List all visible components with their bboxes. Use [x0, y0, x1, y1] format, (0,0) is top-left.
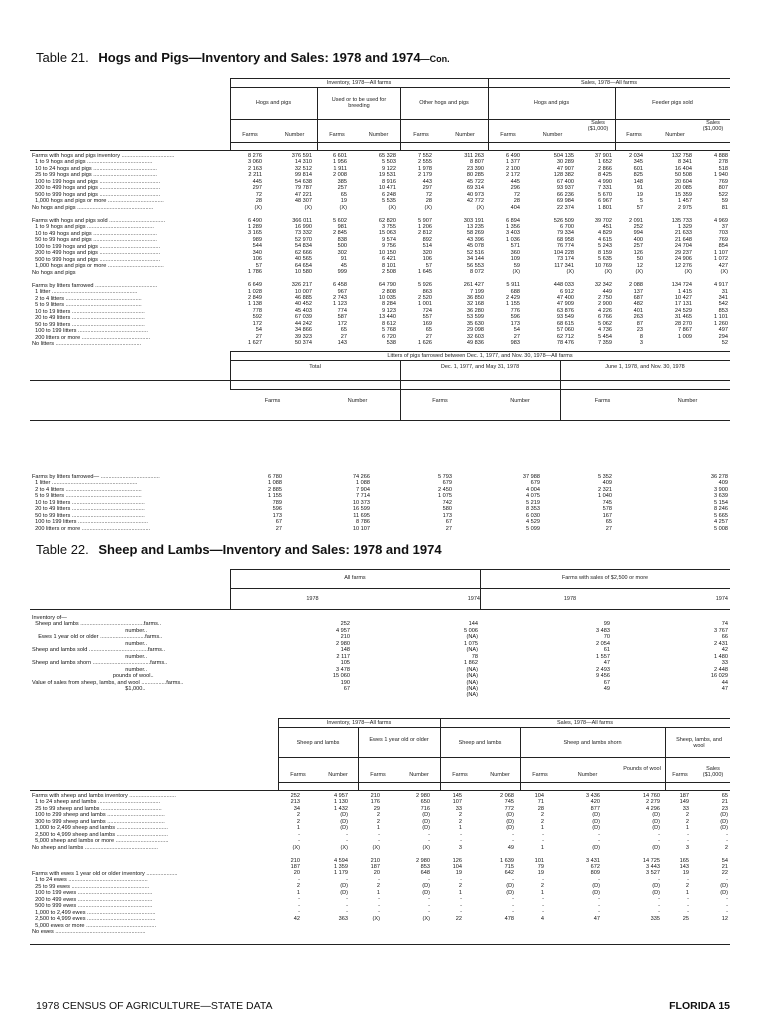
t22-col-shnumber: Number [577, 772, 598, 778]
t21-col-fsales: Sales ($1,000) [702, 120, 724, 133]
t22-wsales-column: 65 21 23 (D) (D) (D) - - 2 54 21 22 - (D) (D) - - - 12 [720, 793, 728, 922]
t22-col-shfarms: Farms [532, 772, 548, 778]
t22-col-wfarms: Farms [672, 772, 688, 778]
t22-slnumber-column: 2 068 745 772 (D) (D) (D) - - 49 1 639 715 642 - (D) (D) - - - 478 [500, 793, 514, 922]
t21-col-ssales: Sales ($1,000) [587, 120, 609, 133]
t21-litters-june-number: Number [677, 398, 698, 404]
t22-snumber-column: 4 957 1 130 1 432 (D) (D) (D) - - (X) 4 594 1 359 1 179 - (D) (D) - - - 363 [334, 793, 348, 922]
t21-fnumber-column: 132 758 8 341 16 404 50 508 20 604 20 085 15 359 1 457 2 975 135 733 1 329 21 633 21 648 24 704 29 237 24 906 12 276 (X) 134 724 1 415 10 427 17 131 24 529 31 465 28 270 7 867 1 009 [671, 153, 692, 340]
t21-farms-column: 8 276 3 060 2 163 2 211 445 297 72 28 (X) 6 490 1 289 3 165 989 544 340 106 57 1 786 6 649 1 028 2 849 1 138 778 592 172 54 27 1 627 [248, 153, 262, 347]
t22-inventory-labels: Farms with sheep and lambs inventory .............................. 1 to 24 sheep and lambs ........................................ 25 to 99 sheep and lambs ....................................... 100 to 299 sheep and lambs ..................................... 300 to 999 sheep and lambs ..................................... 1,000 to 2,499 sheep and lambs ................................. 2,500 to 4,999 sheep and lambs ................................. 5,000 sheep and lambs or more .................................. No sheep and lambs ............................................... [32, 793, 176, 851]
t21-col-snumber: Number [542, 132, 563, 138]
footer-census-title: 1978 CENSUS OF AGRICULTURE—STATE DATA [36, 1000, 273, 1012]
t22-col-efarms: Farms [370, 772, 386, 778]
t21-snumber-column: 504 135 30 289 47 907 128 382 67 400 93 937 66 236 69 984 22 374 526 509 6 700 79 334 68 958 76 774 104 228 73 174 117 341 (X) 448 033 6 912 47 400 47 909 63 876 93 549 68 615 57 060 62 712 78 476 [553, 153, 574, 347]
t21-litters-total-number: Number [347, 398, 368, 404]
t21-lt-jfarms-column: 5 352 409 2 321 1 040 745 578 167 65 27 [598, 474, 612, 532]
t22-col-slfarms: Farms [452, 772, 468, 778]
t21-litters-dec-farms: Farms [432, 398, 448, 404]
t22-sfarms-column: 252 213 34 2 2 1 - - (X) 210 187 20 - 2 1 - - - 42 [290, 793, 300, 922]
t22-sales-2500-header: Farms with sales of $2,500 or more [561, 575, 649, 581]
t22-ewes-labels: Farms with ewes 1 year old or older inventory .................... 1 to 24 ewes ................................................... 25 to 99 ewes .................................................. 100 to 199 ewes ................................................ 200 to 499 ewes ................................................ 500 to 999 ewes ................................................ 1,000 to 2,499 ewes ............................................ 2,500 to 4,999 ewes ............................................ 5,000 ewes or more ............................................. No ewes .......................................................... [32, 871, 178, 936]
t21-section-litters-labels: Farms by litters farrowed ........................................ 1 litter ....................................................... 2 to 4 litters ................................................. 5 to 9 litters ................................................. 10 to 19 litters ............................................... 20 to 49 litters ............................................... 50 to 99 litters ............................................... 100 to 199 litters ............................................. 200 litters or more ............................................ No litters ....................................................... [32, 283, 158, 348]
t22-all-farms-header: All farms [344, 575, 366, 581]
t21-lt-tnumber-column: 74 266 1 088 7 904 7 714 10 373 16 599 11 695 8 786 10 107 [352, 474, 370, 532]
table-21-main-title: Hogs and Pigs—Inventory and Sales: 1978 and 1974 [98, 50, 421, 65]
t21-sales-hogs-header: Hogs and pigs [533, 100, 570, 106]
t21-lt-tfarms-column: 6 780 1 088 2 885 1 155 789 596 173 67 27 [268, 474, 282, 532]
t21-inventory-header: Inventory, 1978—All farms [326, 80, 392, 86]
t22-shorn-header: Sheep and lambs shorn [563, 740, 622, 746]
t21-ffarms-column: 2 034 345 601 825 148 91 19 5 57 2 091 252 994 400 257 126 50 12 (X) 2 088 137 687 482 401 263 87 23 8 3 [629, 153, 643, 347]
t21-bnumber-column: 65 328 5 503 9 122 19 531 8 916 10 471 6 248 5 535 (X) 62 820 3 755 15 063 9 574 9 756 10 150 6 421 8 101 2 508 64 790 2 808 10 035 8 284 9 123 13 440 8 612 5 768 6 720 538 [378, 153, 396, 347]
t22-wfarms-column: 187 149 33 2 2 1 - - 3 165 143 19 - 2 1 - - - 25 [679, 793, 689, 922]
t21-col-fnumber: Number [665, 132, 685, 138]
t21-col-sfarms: Farms [500, 132, 516, 138]
t21-lt-jnumber-column: 36 278 409 3 900 3 639 5 154 8 246 5 665 4 257 5 008 [710, 474, 728, 532]
table-21-title [36, 50, 450, 65]
t21-col-onumber: Number [455, 132, 475, 138]
t21-hogs-header: Hogs and pigs [255, 100, 292, 106]
t21-feeder-header: Feeder pigs sold [652, 100, 693, 106]
t21-onumber-column: 311 263 8 807 23 390 80 285 45 722 69 314 40 973 42 772 (X) 303 191 13 235 58 269 43 396 45 078 52 516 34 144 56 553 8 072 261 427 7 199 36 850 32 168 36 280 53 599 35 630 29 098 32 603 49 836 [463, 153, 484, 347]
t22-summary-labels: Inventory of— Sheep and lambs .........................................farms.. number.. Ewes 1 year old or older .............................farms.. number.. Sheep and lambs sold ......................................farms.. number.. Sheep and lambs shorn .....................................farms.. number.. pounds of wool.. Value of sales from sheep, lambs, and wool ................farms.. $1,000.. [32, 615, 184, 692]
t22-slfarms-column: 145 107 33 2 2 1 - - 3 126 104 19 - 2 1 - - - 22 [452, 793, 462, 922]
t21-litters-dec-number: Number [510, 398, 530, 404]
t21-sales-header: Sales, 1978—All farms [581, 80, 637, 86]
t22-enumber-column: 2 980 650 716 (D) (D) (D) - - (X) 2 980 853 648 - (D) (D) - - - (X) [416, 793, 430, 922]
t21-litters-total-header: Total [309, 364, 321, 370]
t21-col-ofarms: Farms [413, 132, 429, 138]
t21-number-column: 376 591 14 310 32 512 99 814 54 638 79 787 47 221 48 307 (X) 366 011 16 990 73 332 52 970 54 834 62 666 40 565 64 654 10 580 326 217 10 007 46 885 40 452 45 403 67 039 44 242 34 866 39 323 50 374 [291, 153, 312, 347]
t21-ofarms-column: 7 552 2 555 1 978 2 179 443 297 72 28 (X) 5 907 1 206 2 812 892 514 320 106 57 1 645 5 926 863 2 520 1 001 724 557 169 65 27 1 626 [418, 153, 432, 347]
t21-other-header: Other hogs and pigs [419, 100, 469, 106]
t22-2500-1974-column: 74 3 767 66 2 431 42 1 480 33 2 448 16 029 44 47 [710, 621, 728, 692]
t22-all-1978-header: 1978 [306, 596, 319, 602]
t21-col-bnumber: Number [368, 132, 389, 138]
table-22-main-title: Sheep and Lambs—Inventory and Sales: 1978 and 1974 [98, 542, 442, 557]
t22-col-enumber: Number [409, 772, 429, 778]
t22-efarms-column: 210 176 29 2 2 1 - - (X) 210 187 20 - 2 1 - - - (X) [370, 793, 380, 922]
t21-lt-dnumber-column: 37 988 679 4 004 4 075 5 219 8 353 6 030 4 529 5 099 [522, 474, 540, 532]
t21-col-bfarms: Farms [329, 132, 345, 138]
t21-litters-june-farms: Farms [594, 398, 611, 404]
t21-litters-total-farms: Farms [264, 398, 281, 404]
t22-2500-1978-column: 99 3 483 70 2 054 61 1 557 47 2 493 9 456 67 49 [596, 621, 610, 692]
t22-shfarms-column: 104 71 28 2 2 1 - - 1 101 79 19 - 2 1 - - - 4 [534, 793, 544, 922]
t22-col-wsales: Sales ($1,000) [702, 766, 724, 779]
t22-sl-header: Sheep and lambs [296, 740, 340, 746]
t22-sales-header: Sales, 1978—All farms [557, 720, 613, 726]
t22-col-pounds: Pounds of wool [623, 766, 661, 772]
t21-col-ffarms: Farms [626, 132, 642, 138]
table-21-suffix: —Con. [420, 54, 450, 64]
t22-col-snumber: Number [328, 772, 348, 778]
t22-inventory-header: Inventory, 1978—All farms [326, 720, 392, 726]
t22-2500-1978-header: 1978 [563, 596, 577, 602]
t21-litters-dec-header: Dec. 1, 1977, and May 31, 1978 [440, 364, 520, 370]
t22-ssl-header: Sheep and lambs [458, 740, 502, 746]
table-22-title [36, 542, 442, 557]
t21-section-inventory-labels: Farms with hogs and pigs inventory .................................. 1 to 9 hogs and pigs .......................................... 10 to 24 hogs and pigs ......................................... 25 to 99 hogs and pigs ......................................... 100 to 199 hogs and pigs ....................................... 200 to 499 hogs and pigs ....................................... 500 to 999 hogs and pigs ....................................... 1,000 hogs and pigs or more .................................... No hogs and pigs ................................................. [32, 153, 175, 211]
t21-ssales-column: 37 901 1 652 2 866 8 425 4 990 7 331 5 670 6 967 1 801 39 702 451 4 829 4 615 5 243 8 159 5 635 10 769 (X) 32 342 449 2 750 2 900 4 226 6 766 5 062 4 736 5 454 7 359 [594, 153, 612, 347]
t21-breeding-header: Used or to be used for breeding [331, 97, 387, 110]
t22-all-1978-column: 252 4 957 210 2 980 148 2 117 105 3 478 15 060 190 67 [332, 621, 350, 692]
t21-col-farms: Farms [242, 132, 258, 138]
t22-pounds-column: 14 760 2 279 4 296 (D) (D) (D) - - (D) 14 725 3 443 3 527 - (D) (D) - - - 335 [642, 793, 660, 922]
t21-bfarms-column: 6 601 1 956 1 911 2 008 385 257 65 19 (X) 5 602 981 2 845 838 500 302 91 45 999 6 458 967 2 743 1 123 774 587 172 65 27 143 [333, 153, 347, 347]
t21-sfarms-column: 6 490 1 377 2 100 2 172 445 296 72 28 404 6 894 1 356 3 403 1 036 571 360 109 59 (X) 5 911 688 2 429 1 155 776 596 173 54 27 983 [506, 153, 520, 347]
t22-wool-header: Sheep, lambs, and wool [676, 737, 722, 750]
t22-ewes-header: Ewes 1 year old or older [369, 737, 429, 743]
t22-col-sfarms: Farms [290, 772, 306, 778]
t22-col-slnumber: Number [490, 772, 510, 778]
t21-section-sold-labels: Farms with hogs and pigs sold .................................... 1 to 9 hogs and pigs ........................................... 10 to 49 hogs and pigs ......................................... 50 to 99 hogs and pigs ......................................... 100 to 199 hogs and pigs ....................................... 200 to 499 hogs and pigs ....................................... 500 to 999 hogs and pigs ....................................... 1,000 hogs and pigs or more .................................... No hogs and pigs [32, 218, 166, 276]
table-22-prefix: Table 22. [36, 542, 89, 557]
t21-litters-header: Litters of pigs farrowed between Dec. 1, 1977, and Nov. 30, 1978—All farms [387, 353, 573, 359]
t22-2500-1974-header: 1974 [715, 596, 728, 602]
t21-fsales-column: 4 888 278 518 1 940 769 807 522 59 81 4 969 37 703 769 854 1 107 1 072 427 (X) 4 917 31 341 542 853 1 101 1 260 497 294 52 [714, 153, 728, 347]
footer-page-number: FLORIDA 15 [669, 1000, 730, 1012]
t22-shnumber-column: 3 436 420 877 (D) (D) (D) - - (D) 3 431 672 809 - (D) (D) - - - 47 [586, 793, 600, 922]
t22-all-1974-header: 1974 [467, 596, 480, 602]
t22-all-1974-column: 144 5 006 (NA) 1 075 (NA) 78 1 862 (NA) (NA) (NA) (NA) (NA) [464, 621, 478, 699]
table-21-prefix: Table 21. [36, 50, 89, 65]
t21-lt-dfarms-column: 5 793 679 2 450 1 075 742 580 173 67 27 [438, 474, 452, 532]
t21-litters-june-header: June 1, 1978, and Nov. 30, 1978 [605, 364, 685, 370]
t21-litters-labels: Farms by litters farrowed— ...................................... 1 litter ....................................................... 2 to 4 litters ................................................. 5 to 9 litters ................................................. 10 to 19 litters ............................................... 20 to 49 litters ............................................... 50 to 99 litters ............................................... 100 to 199 litters ............................................. 200 litters or more ............................................ [32, 474, 160, 532]
t21-col-number: Number [284, 132, 305, 138]
